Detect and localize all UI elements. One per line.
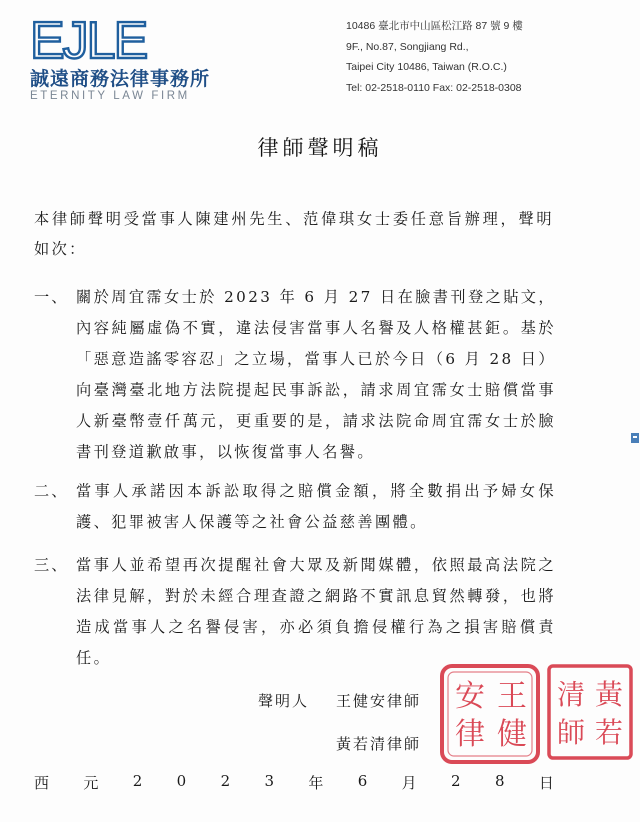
logo-letters: EJLE bbox=[30, 14, 147, 64]
svg-text:黃: 黃 bbox=[594, 678, 624, 711]
date-char: 2 bbox=[220, 772, 231, 790]
address-line: 9F., No.87, Songjiang Rd., bbox=[346, 40, 469, 53]
svg-text:安: 安 bbox=[455, 679, 485, 714]
signatory-label: 聲明人 bbox=[258, 692, 310, 710]
seal-stamp-2 bbox=[545, 662, 635, 762]
svg-text:王: 王 bbox=[497, 679, 527, 714]
address-line: 10486 臺北市中山區松江路 87 號 9 樓 bbox=[346, 20, 523, 32]
date-char: 2 bbox=[451, 772, 461, 790]
address-line: Taipei City 10486, Taiwan (R.O.C.) bbox=[346, 61, 507, 73]
firm-logo bbox=[24, 14, 234, 104]
item-text: 關於周宜霈女士於 2023 年 6 月 27 日在臉書刊登之貼文，內容純屬虛偽不實，違法侵害當事人名譽及人格權甚鉅。基於「惡意造謠零容忍」之立場，當事人已於今日（6 月 28 日）向臺灣臺北地方法院提起民事訴訟，請求周宜霈女士賠償當事人新臺幣壹仟萬元，更重要的是，請求法院命周宜霈女士於臉書刊登道歉啟事，以恢復當事人名譽。 bbox=[76, 288, 556, 461]
letterhead bbox=[0, 0, 640, 110]
item-number: 二、 bbox=[34, 482, 69, 500]
firm-name-en: ETERNITY LAW FIRM bbox=[30, 90, 190, 102]
date-char: 元 bbox=[83, 774, 99, 792]
date-char: 日 bbox=[538, 774, 554, 792]
svg-text:師: 師 bbox=[556, 716, 586, 749]
date-char: 月 bbox=[401, 774, 417, 792]
date-char: 3 bbox=[264, 772, 275, 790]
date-char: 西 bbox=[34, 774, 50, 792]
side-edge-icon bbox=[630, 432, 640, 444]
date-char: 2 bbox=[132, 772, 143, 790]
intro-paragraph: 本律師聲明受當事人陳建州先生、范偉琪女士委任意旨辦理，聲明如次： bbox=[34, 210, 554, 258]
svg-text:清: 清 bbox=[556, 678, 586, 711]
date-line bbox=[34, 772, 554, 793]
document-title: 律師聲明稿 bbox=[257, 136, 383, 160]
date-char: 6 bbox=[357, 772, 368, 790]
item-text: 當事人承諾因本訴訟取得之賠償金額，將全數捐出予婦女保護、犯罪被害人保護等之社會公益慈善團體。 bbox=[76, 482, 556, 531]
item-number: 三、 bbox=[34, 556, 69, 574]
signatory-lawyer-1: 王健安律師 bbox=[336, 692, 422, 710]
signatory-lawyer-2: 黃若清律師 bbox=[336, 735, 422, 753]
seal-stamp-1 bbox=[438, 662, 542, 766]
date-char: 0 bbox=[176, 772, 187, 790]
date-char: 8 bbox=[494, 772, 505, 790]
svg-text:若: 若 bbox=[594, 716, 624, 749]
firm-address bbox=[346, 16, 523, 98]
contact-line: Tel: 02-2518-0110 Fax: 02-2518-0308 bbox=[346, 81, 522, 94]
firm-logo-mark bbox=[30, 14, 210, 64]
firm-name-zh: 誠遠商務法律事務所 bbox=[30, 68, 211, 90]
svg-text:律: 律 bbox=[455, 717, 485, 752]
svg-text:健: 健 bbox=[497, 717, 527, 752]
date-char: 年 bbox=[308, 774, 324, 792]
item-text: 當事人並希望再次提醒社會大眾及新聞媒體，依照最高法院之法律見解，對於未經合理查證之網路不實訊息貿然轉發，也將造成當事人之名譽侵害，亦必須負擔侵權行為之損害賠償責任。 bbox=[76, 556, 556, 667]
item-number: 一、 bbox=[34, 288, 69, 306]
